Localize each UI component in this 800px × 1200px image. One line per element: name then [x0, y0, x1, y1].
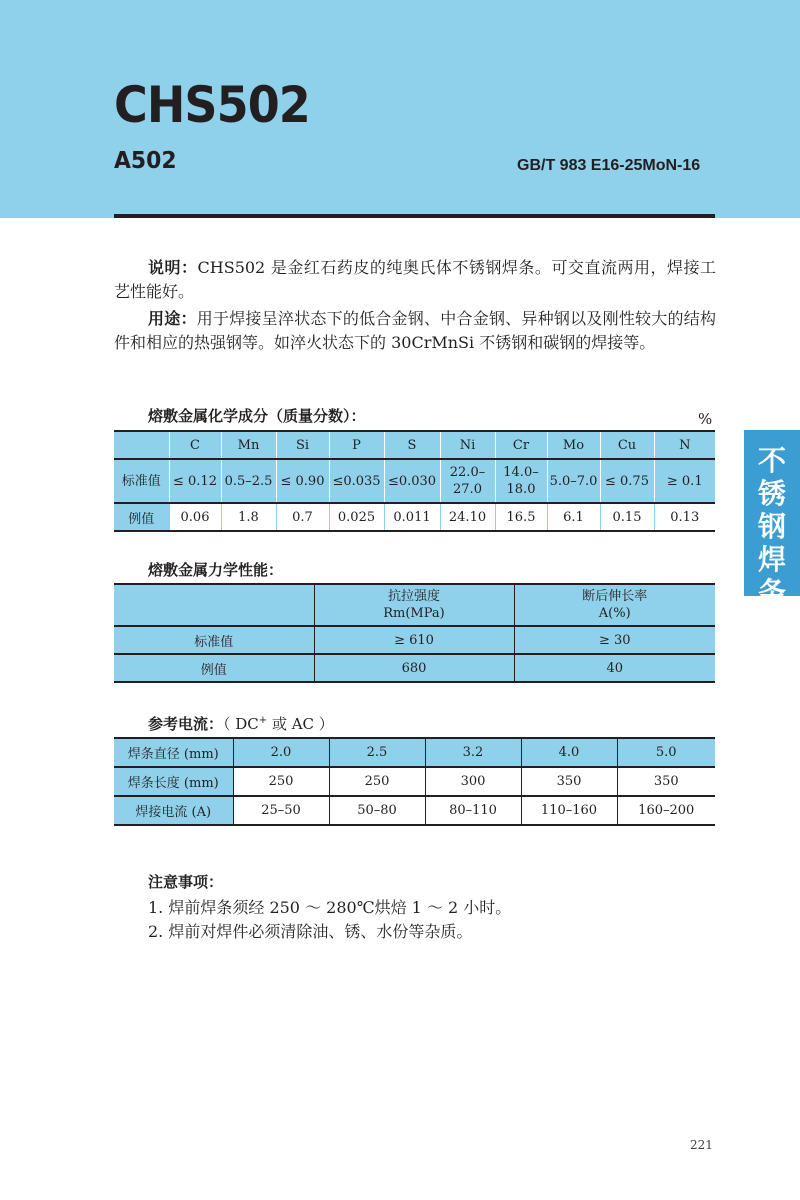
chemical-example-row — [114, 503, 715, 531]
current-title-pre: （ DC — [223, 715, 259, 733]
table-cell: 350 — [521, 767, 617, 796]
table-cell: N — [654, 431, 715, 459]
table-cell: ≤ 0.12 — [169, 459, 221, 503]
table-cell: 2.0 — [233, 738, 329, 767]
current-title-sup: + — [258, 715, 268, 726]
elongation-unit: A(%) — [598, 606, 631, 621]
side-tab-char: 焊 — [757, 543, 786, 576]
table-cell: 6.1 — [547, 503, 600, 531]
intro-text: CHS502 是金红石药皮的纯奥氏体不锈钢焊条。可交直流两用，焊接工艺性能好。 — [114, 258, 716, 301]
side-tab-char: 钢 — [757, 510, 786, 543]
table-cell: 1.8 — [221, 503, 276, 531]
table-cell: ≥ 610 — [314, 626, 514, 654]
table-cell — [114, 584, 314, 626]
standard-code: GB/T 983 E16-25MoN-16 — [517, 157, 701, 174]
table-cell: 0.06 — [169, 503, 221, 531]
current-title-post: 或 AC ） — [267, 715, 334, 733]
table-cell: 0.5–2.5 — [221, 459, 276, 503]
table-cell: 110–160 — [521, 796, 617, 825]
table-cell: 50–80 — [329, 796, 425, 825]
row-label: 焊条直径 (mm) — [114, 738, 233, 767]
table-cell: 300 — [425, 767, 521, 796]
table-cell: 25–50 — [233, 796, 329, 825]
table-cell: ≤0.030 — [384, 459, 440, 503]
table-cell: 350 — [617, 767, 715, 796]
intro-paragraph — [114, 256, 716, 304]
table-cell: C — [169, 431, 221, 459]
table-cell — [514, 584, 715, 626]
row-label: 焊接电流 (A) — [114, 796, 233, 825]
note-item: 2. 焊前对焊件必须清除油、锈、水份等杂质。 — [148, 922, 473, 941]
table-cell: 2.5 — [329, 738, 425, 767]
row-label: 焊条长度 (mm) — [114, 767, 233, 796]
chemical-table — [114, 430, 715, 532]
mechanical-row — [114, 626, 715, 654]
intro-tag: 说明： — [148, 258, 198, 277]
table-cell: 0.011 — [384, 503, 440, 531]
chemical-unit: % — [698, 410, 713, 428]
table-cell: ≥ 30 — [514, 626, 715, 654]
mechanical-table — [114, 583, 715, 683]
table-cell: ≤ 0.90 — [276, 459, 329, 503]
table-cell: 22.0– 27.0 — [440, 459, 495, 503]
chemical-title: 熔敷金属化学成分（质量分数）： — [148, 407, 366, 425]
note-item: 1. 焊前焊条须经 250 ～ 280℃烘焙 1 ～ 2 小时。 — [148, 898, 512, 917]
description-block — [114, 256, 716, 355]
table-cell: 0.025 — [329, 503, 384, 531]
elongation-label: 断后伸长率 — [582, 589, 648, 604]
current-row — [114, 738, 715, 767]
table-cell: Cu — [600, 431, 654, 459]
table-cell: 4.0 — [521, 738, 617, 767]
tensile-unit: Rm(MPa) — [383, 606, 445, 621]
current-title — [148, 716, 334, 732]
model-title: CHS502 — [114, 76, 310, 134]
table-cell: 14.0– 18.0 — [495, 459, 547, 503]
model-subcode: A502 — [114, 148, 177, 174]
tensile-label: 抗拉强度 — [387, 589, 440, 604]
mechanical-title: 熔敷金属力学性能： — [148, 561, 284, 579]
table-cell: 16.5 — [495, 503, 547, 531]
table-cell: Mn — [221, 431, 276, 459]
table-cell: 80–110 — [425, 796, 521, 825]
side-tab-char: 不 — [757, 444, 786, 477]
chemical-standard-row — [114, 459, 715, 503]
table-cell: 24.10 — [440, 503, 495, 531]
table-cell: S — [384, 431, 440, 459]
table-cell: Ni — [440, 431, 495, 459]
current-row — [114, 767, 715, 796]
usage-paragraph — [114, 307, 716, 355]
table-cell: Mo — [547, 431, 600, 459]
usage-text: 用于焊接呈淬状态下的低合金钢、中合金钢、异种钢以及刚性较大的结构件和相应的热强钢等。如淬火状态下的 30CrMnSi 不锈钢和碳钢的焊接等。 — [114, 309, 716, 352]
chemical-header-row — [114, 431, 715, 459]
table-cell — [114, 431, 169, 459]
usage-tag: 用途： — [148, 309, 197, 328]
table-cell: ≥ 0.1 — [654, 459, 715, 503]
table-cell: 0.7 — [276, 503, 329, 531]
notes-block — [148, 870, 511, 944]
header-rule — [114, 214, 715, 218]
current-row — [114, 796, 715, 825]
row-label: 例值 — [114, 654, 314, 682]
current-title-tag: 参考电流： — [148, 715, 224, 733]
table-cell: 40 — [514, 654, 715, 682]
table-cell: 3.2 — [425, 738, 521, 767]
row-label: 标准值 — [114, 459, 169, 503]
table-cell: ≤0.035 — [329, 459, 384, 503]
current-table — [114, 737, 715, 826]
table-cell: Cr — [495, 431, 547, 459]
table-cell: 250 — [329, 767, 425, 796]
table-cell: 5.0–7.0 — [547, 459, 600, 503]
section-side-tab — [744, 430, 800, 609]
notes-title: 注意事项： — [148, 873, 224, 891]
side-tab-char: 条 — [757, 576, 786, 609]
table-cell: Si — [276, 431, 329, 459]
table-cell: P — [329, 431, 384, 459]
table-cell: 0.15 — [600, 503, 654, 531]
row-label: 例值 — [114, 503, 169, 531]
table-cell: 250 — [233, 767, 329, 796]
table-cell: 0.13 — [654, 503, 715, 531]
row-label: 标准值 — [114, 626, 314, 654]
table-cell: ≤ 0.75 — [600, 459, 654, 503]
side-tab-char: 锈 — [757, 477, 786, 510]
table-cell: 160–200 — [617, 796, 715, 825]
mechanical-row — [114, 654, 715, 682]
table-cell: 680 — [314, 654, 514, 682]
page-number: 221 — [690, 1138, 713, 1152]
mechanical-header-row — [114, 584, 715, 626]
table-cell — [314, 584, 514, 626]
table-cell: 5.0 — [617, 738, 715, 767]
